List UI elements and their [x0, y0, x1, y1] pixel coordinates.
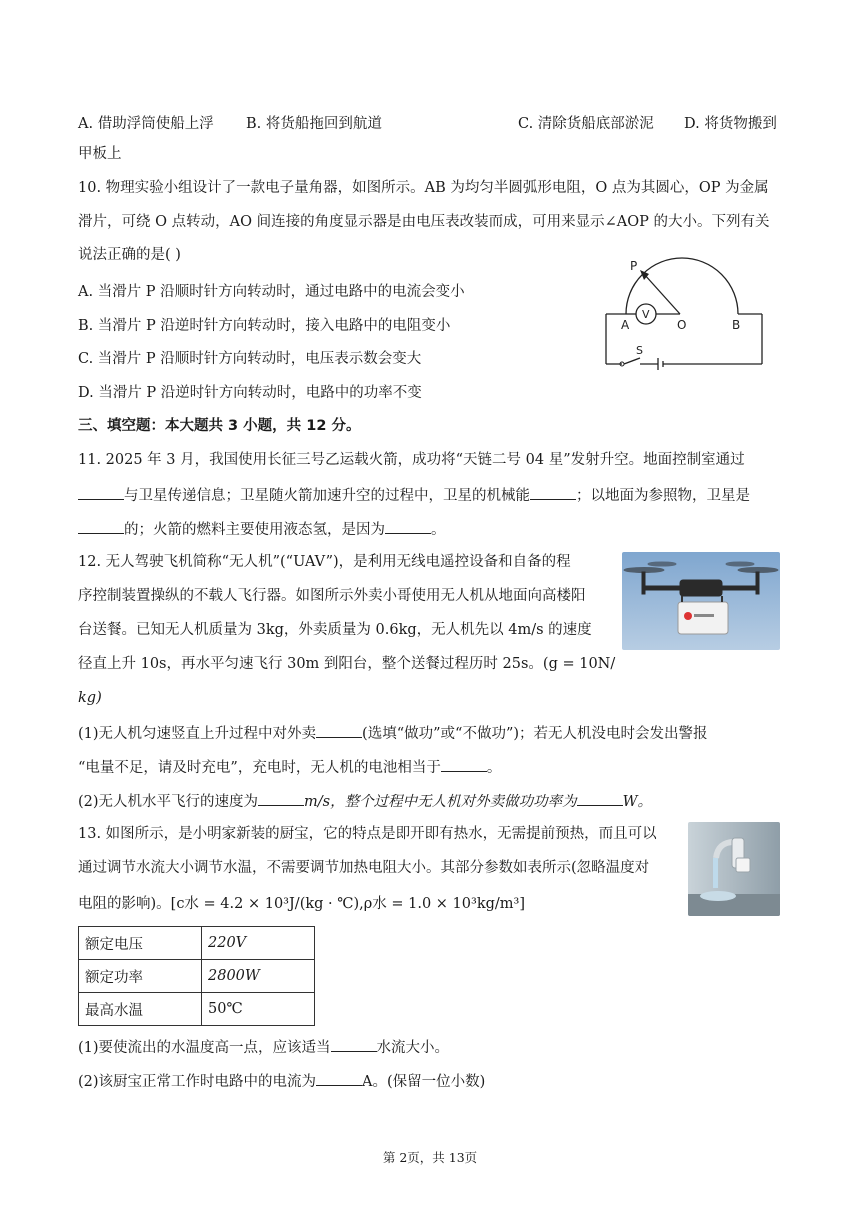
fig-label-v: V	[642, 308, 650, 321]
answer-blank[interactable]	[316, 722, 362, 738]
q11-line2: 与卫星传递信息；卫星随火箭加速升空的过程中，卫星的机械能 ；以地面为参照物，卫星是	[78, 484, 750, 506]
q10-option-c: C. 当滑片 P 沿顺时针方向转动时，电压表示数会变大	[78, 351, 422, 367]
drone-photo	[622, 552, 780, 650]
q9-option-b: B. 将货船拖回到航道	[246, 116, 382, 132]
q12-sub1-line1: (1)无人机匀速竖直上升过程中对外卖 (选填“做功”或“不做功”)；若无人机没电时会发出警报	[78, 722, 708, 744]
table-cell-label: 最高水温	[79, 993, 202, 1026]
table-cell-label: 额定功率	[79, 960, 202, 993]
q12-sub2: (2)无人机水平飞行的速度为 m/s，整个过程中无人机对外卖做功功率为 W。	[78, 790, 652, 812]
q13-line1: 13. 如图所示，是小明家新装的厨宝，它的特点是即开即有热水，无需提前预热，而且可以	[78, 826, 657, 842]
fig-label-p: P	[630, 259, 638, 273]
table-cell-value: 50℃	[202, 993, 315, 1026]
q12-line5: kg)	[78, 690, 102, 706]
answer-blank[interactable]	[530, 484, 576, 500]
q9-option-a: A. 借助浮筒使船上浮	[78, 116, 214, 132]
answer-blank[interactable]	[258, 790, 304, 806]
fig-label-b: B	[732, 318, 741, 332]
table-cell-value: 2800W	[202, 960, 315, 993]
table-cell-label: 额定电压	[79, 927, 202, 960]
fig-label-a: A	[621, 318, 630, 332]
q12-line1: 12. 无人驾驶飞机简称“无人机”(“UAV”)，是利用无线电遥控设备和自备的程	[78, 554, 571, 570]
water-heater-photo	[688, 822, 780, 916]
answer-blank[interactable]	[78, 518, 124, 534]
table-row	[79, 960, 315, 993]
q12-sub1-line2: “电量不足，请及时充电”，充电时，无人机的电池相当于 。	[78, 756, 501, 778]
params-table	[78, 926, 315, 1026]
table-cell-value: 220V	[202, 927, 315, 960]
q11-line1: 11. 2025 年 3 月，我国使用长征三号乙运载火箭，成功将“天链二号 04 星”发射升空。地面控制室通过	[78, 452, 745, 468]
q13-sub2: (2)该厨宝正常工作时电路中的电流为 A。(保留一位小数)	[78, 1070, 485, 1092]
answer-blank[interactable]	[331, 1036, 377, 1052]
q9-option-d: D. 将货物搬到	[684, 116, 777, 132]
q12-line4: 径直上升 10s，再水平匀速飞行 30m 到阳台，整个送餐过程历时 25s。(g = 10N/	[78, 656, 616, 672]
q12-line2: 序控制装置操纵的不载人飞行器。如图所示外卖小哥使用无人机从地面向高楼阳	[78, 588, 586, 604]
q13-line2: 通过调节水流大小调节水温，不需要调节加热电阻大小。其部分参数如表所示(忽略温度对	[78, 860, 650, 876]
table-row	[79, 993, 315, 1026]
table-row	[79, 927, 315, 960]
section-heading: 三、填空题：本大题共 3 小题，共 12 分。	[78, 418, 361, 434]
answer-blank[interactable]	[441, 756, 487, 772]
q10-option-a: A. 当滑片 P 沿顺时针方向转动时，通过电路中的电流会变小	[78, 284, 465, 300]
answer-blank[interactable]	[577, 790, 623, 806]
q10-option-d: D. 当滑片 P 沿逆时针方向转动时，电路中的功率不变	[78, 385, 422, 401]
q10-option-b: B. 当滑片 P 沿逆时针方向转动时，接入电路中的电阻变小	[78, 318, 451, 334]
q11-line3: 的；火箭的燃料主要使用液态氢，是因为 。	[78, 518, 446, 540]
q12-line3: 台送餐。已知无人机质量为 3kg，外卖质量为 0.6kg，无人机先以 4m/s 的速度	[78, 622, 592, 638]
q10-stem-line3: 说法正确的是( )	[78, 247, 181, 263]
protractor-circuit-figure	[596, 254, 772, 374]
page-footer: 第 2页，共 13页	[382, 1150, 478, 1165]
q9-option-d-continued: 甲板上	[78, 146, 122, 162]
q9-option-c: C. 清除货船底部淤泥	[518, 116, 654, 132]
q13-sub1: (1)要使流出的水温度高一点，应该适当 水流大小。	[78, 1036, 449, 1058]
fig-label-s: S	[636, 344, 643, 357]
q13-line3: 电阻的影响)。[c水 = 4.2 × 10³J/(kg · ℃),ρ水 = 1.0 × 10³kg/m³]	[78, 896, 525, 912]
answer-blank[interactable]	[385, 518, 431, 534]
q10-stem-line2: 滑片，可绕 O 点转动，AO 间连接的角度显示器是由电压表改装而成，可用来显示∠AOP 的大小。下列有关	[78, 214, 770, 230]
answer-blank[interactable]	[78, 484, 124, 500]
answer-blank[interactable]	[316, 1070, 362, 1086]
fig-label-o: O	[677, 318, 687, 332]
q10-stem-line1: 10. 物理实验小组设计了一款电子量角器，如图所示。AB 为均匀半圆弧形电阻，O 点为其圆心，OP 为金属	[78, 180, 769, 196]
